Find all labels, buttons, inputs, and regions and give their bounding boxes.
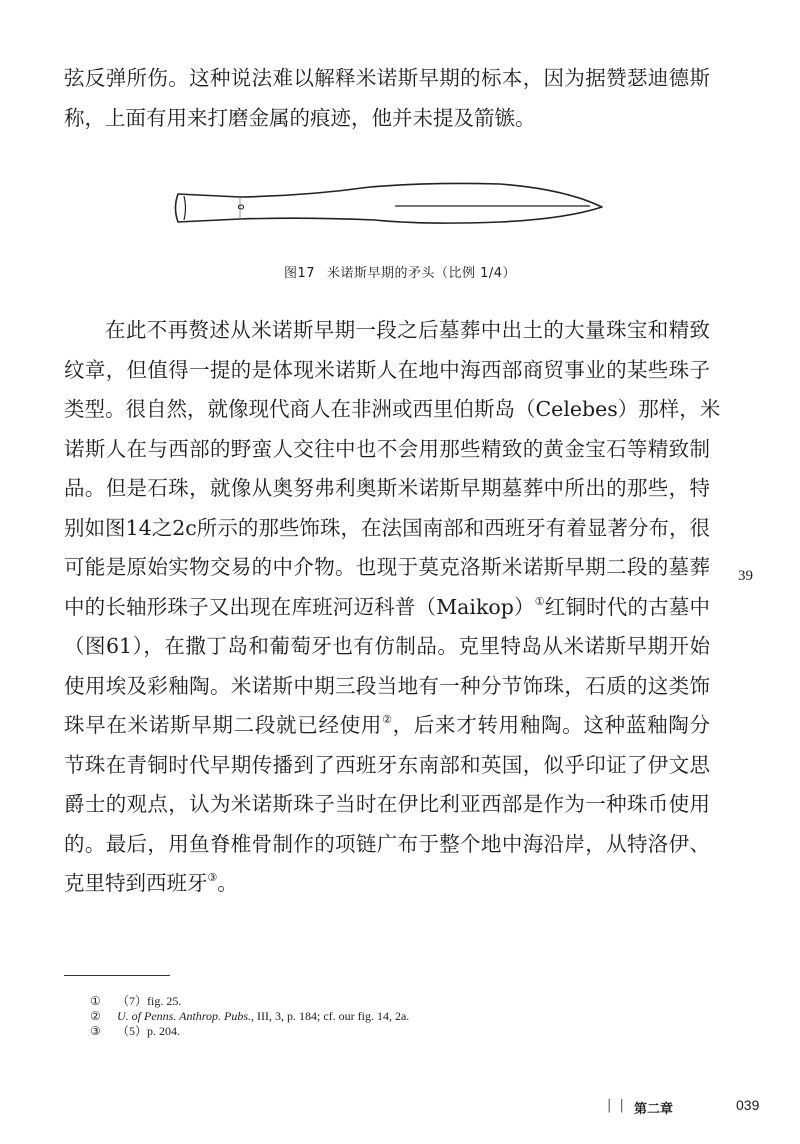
chapter-label: 第二章 bbox=[634, 1102, 674, 1117]
footnote-title: U. of Penns. Anthrop. Pubs. bbox=[117, 1009, 251, 1023]
text-line: 品。但是石珠，就像从奥努弗利奥斯米诺斯早期墓葬中所出的那些，特 bbox=[64, 476, 710, 500]
page-number: 039 bbox=[736, 1097, 760, 1113]
text-line bbox=[64, 706, 710, 746]
footnote-item bbox=[90, 994, 409, 1009]
footnote-mark: ② bbox=[90, 1009, 101, 1023]
line-segment: 中的长轴形珠子又出现在库班河迈科普（Maikop） bbox=[64, 594, 535, 619]
text-line: （图61），在撒丁岛和葡萄牙也有仿制品。克里特岛从米诺斯早期开始 bbox=[64, 634, 710, 658]
paragraph-main bbox=[64, 311, 721, 904]
text-line: 使用埃及彩釉陶。米诺斯中期三段当地有一种分节饰珠，石质的这类饰 bbox=[64, 673, 710, 698]
margin-page-number: 39 bbox=[738, 568, 753, 584]
line-segment: 珠早在米诺斯早期二段就已经使用 bbox=[64, 713, 383, 737]
footnote-text: （5）p. 204. bbox=[117, 1024, 181, 1038]
text-line bbox=[64, 588, 710, 628]
spearhead-figure bbox=[170, 180, 610, 242]
footnote-text: , III, 3, p. 184; cf. our fig. 14, 2a. bbox=[251, 1009, 410, 1023]
text-line: 节珠在青铜时代早期传播到了西班牙东南部和英国，似乎印证了伊文思 bbox=[64, 752, 710, 777]
figure-caption-text: 米诺斯早期的矛头（比例 1/4） bbox=[326, 266, 517, 281]
text-line: 别如图14之2c所示的那些饰珠，在法国南部和西班牙有着显著分布，很 bbox=[64, 515, 710, 540]
text-line: 诺斯人在与西部的野蛮人交往中也不会用那些精致的黄金宝石等精致制 bbox=[64, 436, 710, 461]
footnote-ref-2[interactable]: ② bbox=[382, 713, 393, 726]
paragraph-top bbox=[64, 59, 710, 138]
text-line: 可能是原始实物交易的中介物。也现于莫克洛斯米诺斯早期二段的墓葬 bbox=[64, 555, 710, 579]
footnote-mark: ③ bbox=[90, 1024, 101, 1038]
footer-divider-bars: | | bbox=[607, 1098, 626, 1113]
footnote-item bbox=[90, 1009, 409, 1024]
footnote-text: （7）fig. 25. bbox=[117, 994, 182, 1008]
text-line bbox=[64, 864, 710, 904]
footnote-item bbox=[90, 1024, 409, 1039]
line-segment: 克里特到西班牙 bbox=[64, 871, 208, 895]
line-segment: ，后来才转用釉陶。这种蓝釉陶分 bbox=[392, 713, 710, 737]
text-line: 弦反弹所伤。这种说法难以解释米诺斯早期的标本，因为据赞瑟迪德斯 bbox=[64, 66, 710, 90]
footnotes bbox=[90, 994, 409, 1039]
text-line: 在此不再赘述从米诺斯早期一段之后墓葬中出土的大量珠宝和精致 bbox=[105, 318, 710, 342]
footnote-ref-1[interactable]: ① bbox=[534, 594, 545, 608]
text-line: 称，上面有用来打磨金属的痕迹，他并未提及箭镞。 bbox=[64, 105, 536, 130]
figure-label: 图17 bbox=[283, 266, 315, 281]
text-line: 爵士的观点，认为米诺斯珠子当时在伊比利亚西部是作为一种珠币使用 bbox=[64, 792, 710, 816]
line-segment: 红铜时代的古墓中 bbox=[544, 594, 711, 619]
footnote-mark: ① bbox=[90, 994, 101, 1008]
footnote-ref-3[interactable]: ③ bbox=[207, 871, 218, 884]
line-segment: 。 bbox=[217, 871, 238, 895]
text-line: 纹章，但值得一提的是体现米诺斯人在地中海西部商贸事业的某些珠子 bbox=[64, 357, 710, 382]
footnote-divider bbox=[64, 975, 170, 976]
figure-caption bbox=[0, 262, 800, 281]
text-line: 类型。很自然，就像现代商人在非洲或西里伯斯岛（Celebes）那样，米 bbox=[64, 397, 721, 421]
text-line: 的。最后，用鱼脊椎骨制作的项链广布于整个地中海沿岸，从特洛伊、 bbox=[64, 831, 710, 856]
